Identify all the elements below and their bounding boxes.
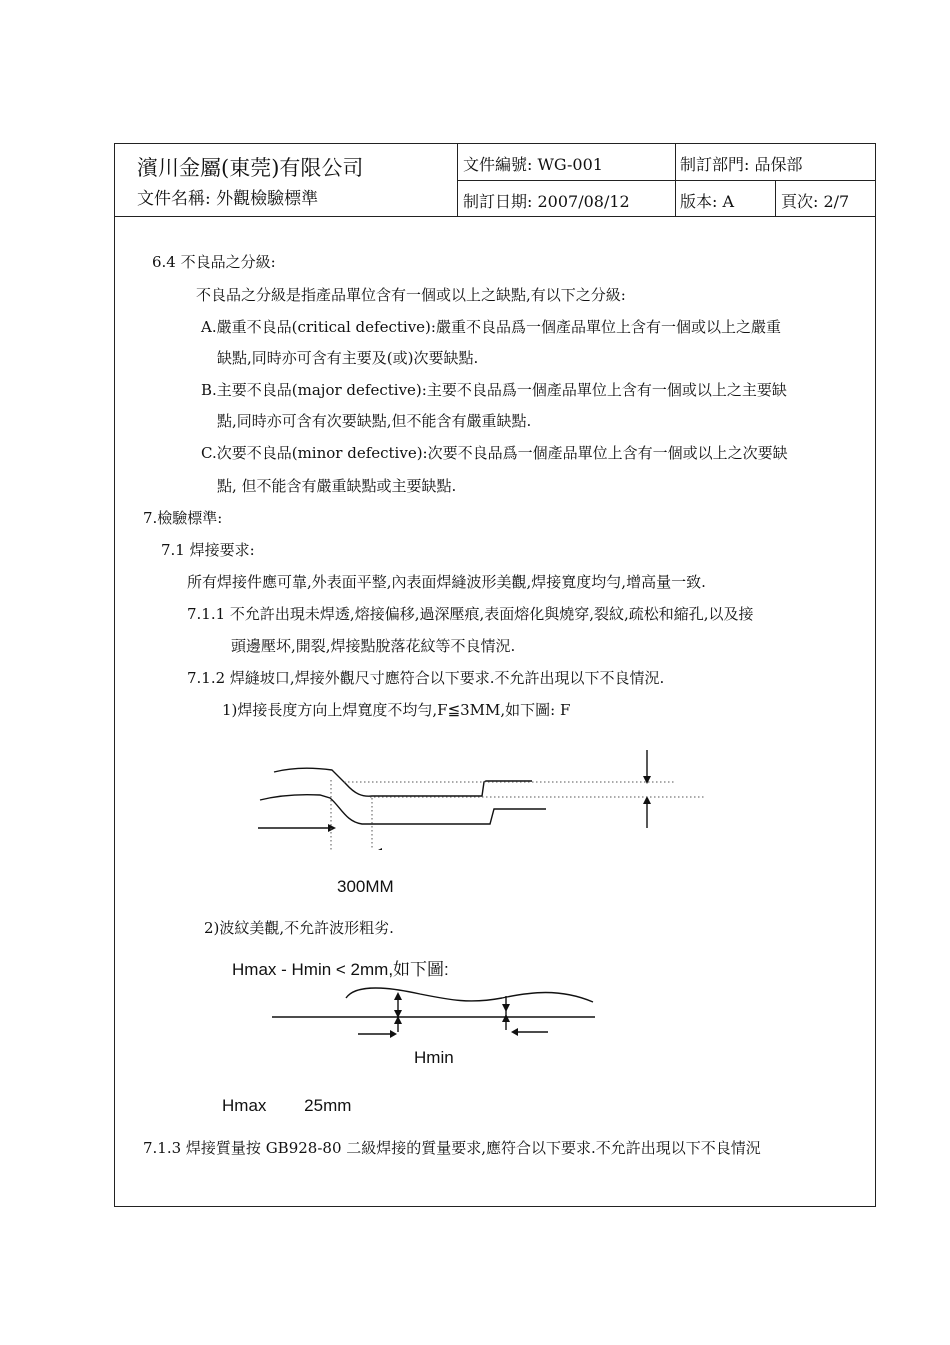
requirement-1: 1)焊接長度方向上焊寬度不均勻,F≦3MM,如下圖: F — [222, 701, 571, 719]
page-number: 頁次: 2/7 — [781, 192, 850, 211]
section-6-4-title: 6.4 不良品之分級: — [152, 253, 276, 271]
weld-width-diagram — [250, 740, 720, 850]
critical-defect-line-2: 缺點,同時亦可含有主要及(或)次要缺點. — [217, 349, 479, 367]
minor-defect-line-1: C.次要不良品(minor defective):次要不良品爲一個產品單位上含有一個或以上之次要缺 — [201, 444, 788, 462]
major-defect-line-1: B.主要不良品(major defective):主要不良品爲一個產品單位上含有一個或以上之主要缺 — [201, 381, 787, 399]
document-number: 文件編號: WG-001 — [463, 155, 603, 174]
minor-defect-line-2: 點, 但不能含有嚴重缺點或主要缺點. — [217, 477, 457, 495]
section-7-1-1-line-2: 頭邊壓坏,開裂,焊接點脫落花紋等不良情況. — [231, 637, 516, 655]
right-arrowhead — [328, 824, 336, 832]
section-7-1-2: 7.1.2 焊縫坡口,焊接外觀尺寸應符合以下要求.不允許出現以下不良情況. — [187, 669, 665, 687]
section-7-1-title: 7.1 焊接要求: — [161, 541, 255, 559]
section-7-1-3: 7.1.3 焊接質量按 GB928-80 二級焊接的質量要求,應符合以下要求.不允許出現以下不良情況 — [143, 1139, 761, 1157]
section-7-1-1-line-1: 7.1.1 不允許出現未焊透,熔接偏移,過深壓痕,表面熔化與燒穿,裂紋,疏松和縮孔,以及接 — [187, 605, 754, 623]
section-7-title: 7.檢驗標準: — [143, 509, 223, 527]
hmin-label: Hmin — [414, 1048, 454, 1067]
version: 版本: A — [680, 192, 735, 211]
wave-height-formula: Hmax - Hmin < 2mm,如下圖: — [232, 960, 449, 979]
wave-height-diagram — [270, 982, 610, 1042]
document-header — [115, 144, 875, 217]
major-defect-line-2: 點,同時亦可含有次要缺點,但不能含有嚴重缺點. — [217, 412, 532, 430]
section-6-4-intro: 不良品之分級是指產品單位含有一個或以上之缺點,有以下之分級: — [196, 286, 626, 304]
critical-defect-line-1: A.嚴重不良品(critical defective):嚴重不良品爲一個產品單位上含有一個或以上之嚴重 — [201, 318, 781, 336]
wave-profile — [346, 988, 593, 1002]
header-divider — [775, 180, 776, 216]
issue-date: 制訂日期: 2007/08/12 — [463, 192, 630, 211]
document-name: 文件名稱: 外觀檢驗標準 — [137, 189, 319, 209]
left-arrowhead — [374, 848, 382, 850]
weld-bottom-profile — [260, 795, 546, 824]
header-divider — [457, 180, 875, 181]
requirement-2: 2)波紋美觀,不允許波形粗劣. — [204, 919, 394, 937]
department: 制訂部門: 品保部 — [680, 155, 803, 174]
figure-1-label: 300MM — [337, 877, 394, 896]
section-7-1-intro: 所有焊接件應可靠,外表面平整,內表面焊縫波形美觀,焊接寬度均勻,增高量一致. — [187, 573, 706, 591]
company-name: 濱川金屬(東莞)有限公司 — [137, 156, 364, 180]
hmax-label: Hmax 25mm — [222, 1096, 352, 1115]
